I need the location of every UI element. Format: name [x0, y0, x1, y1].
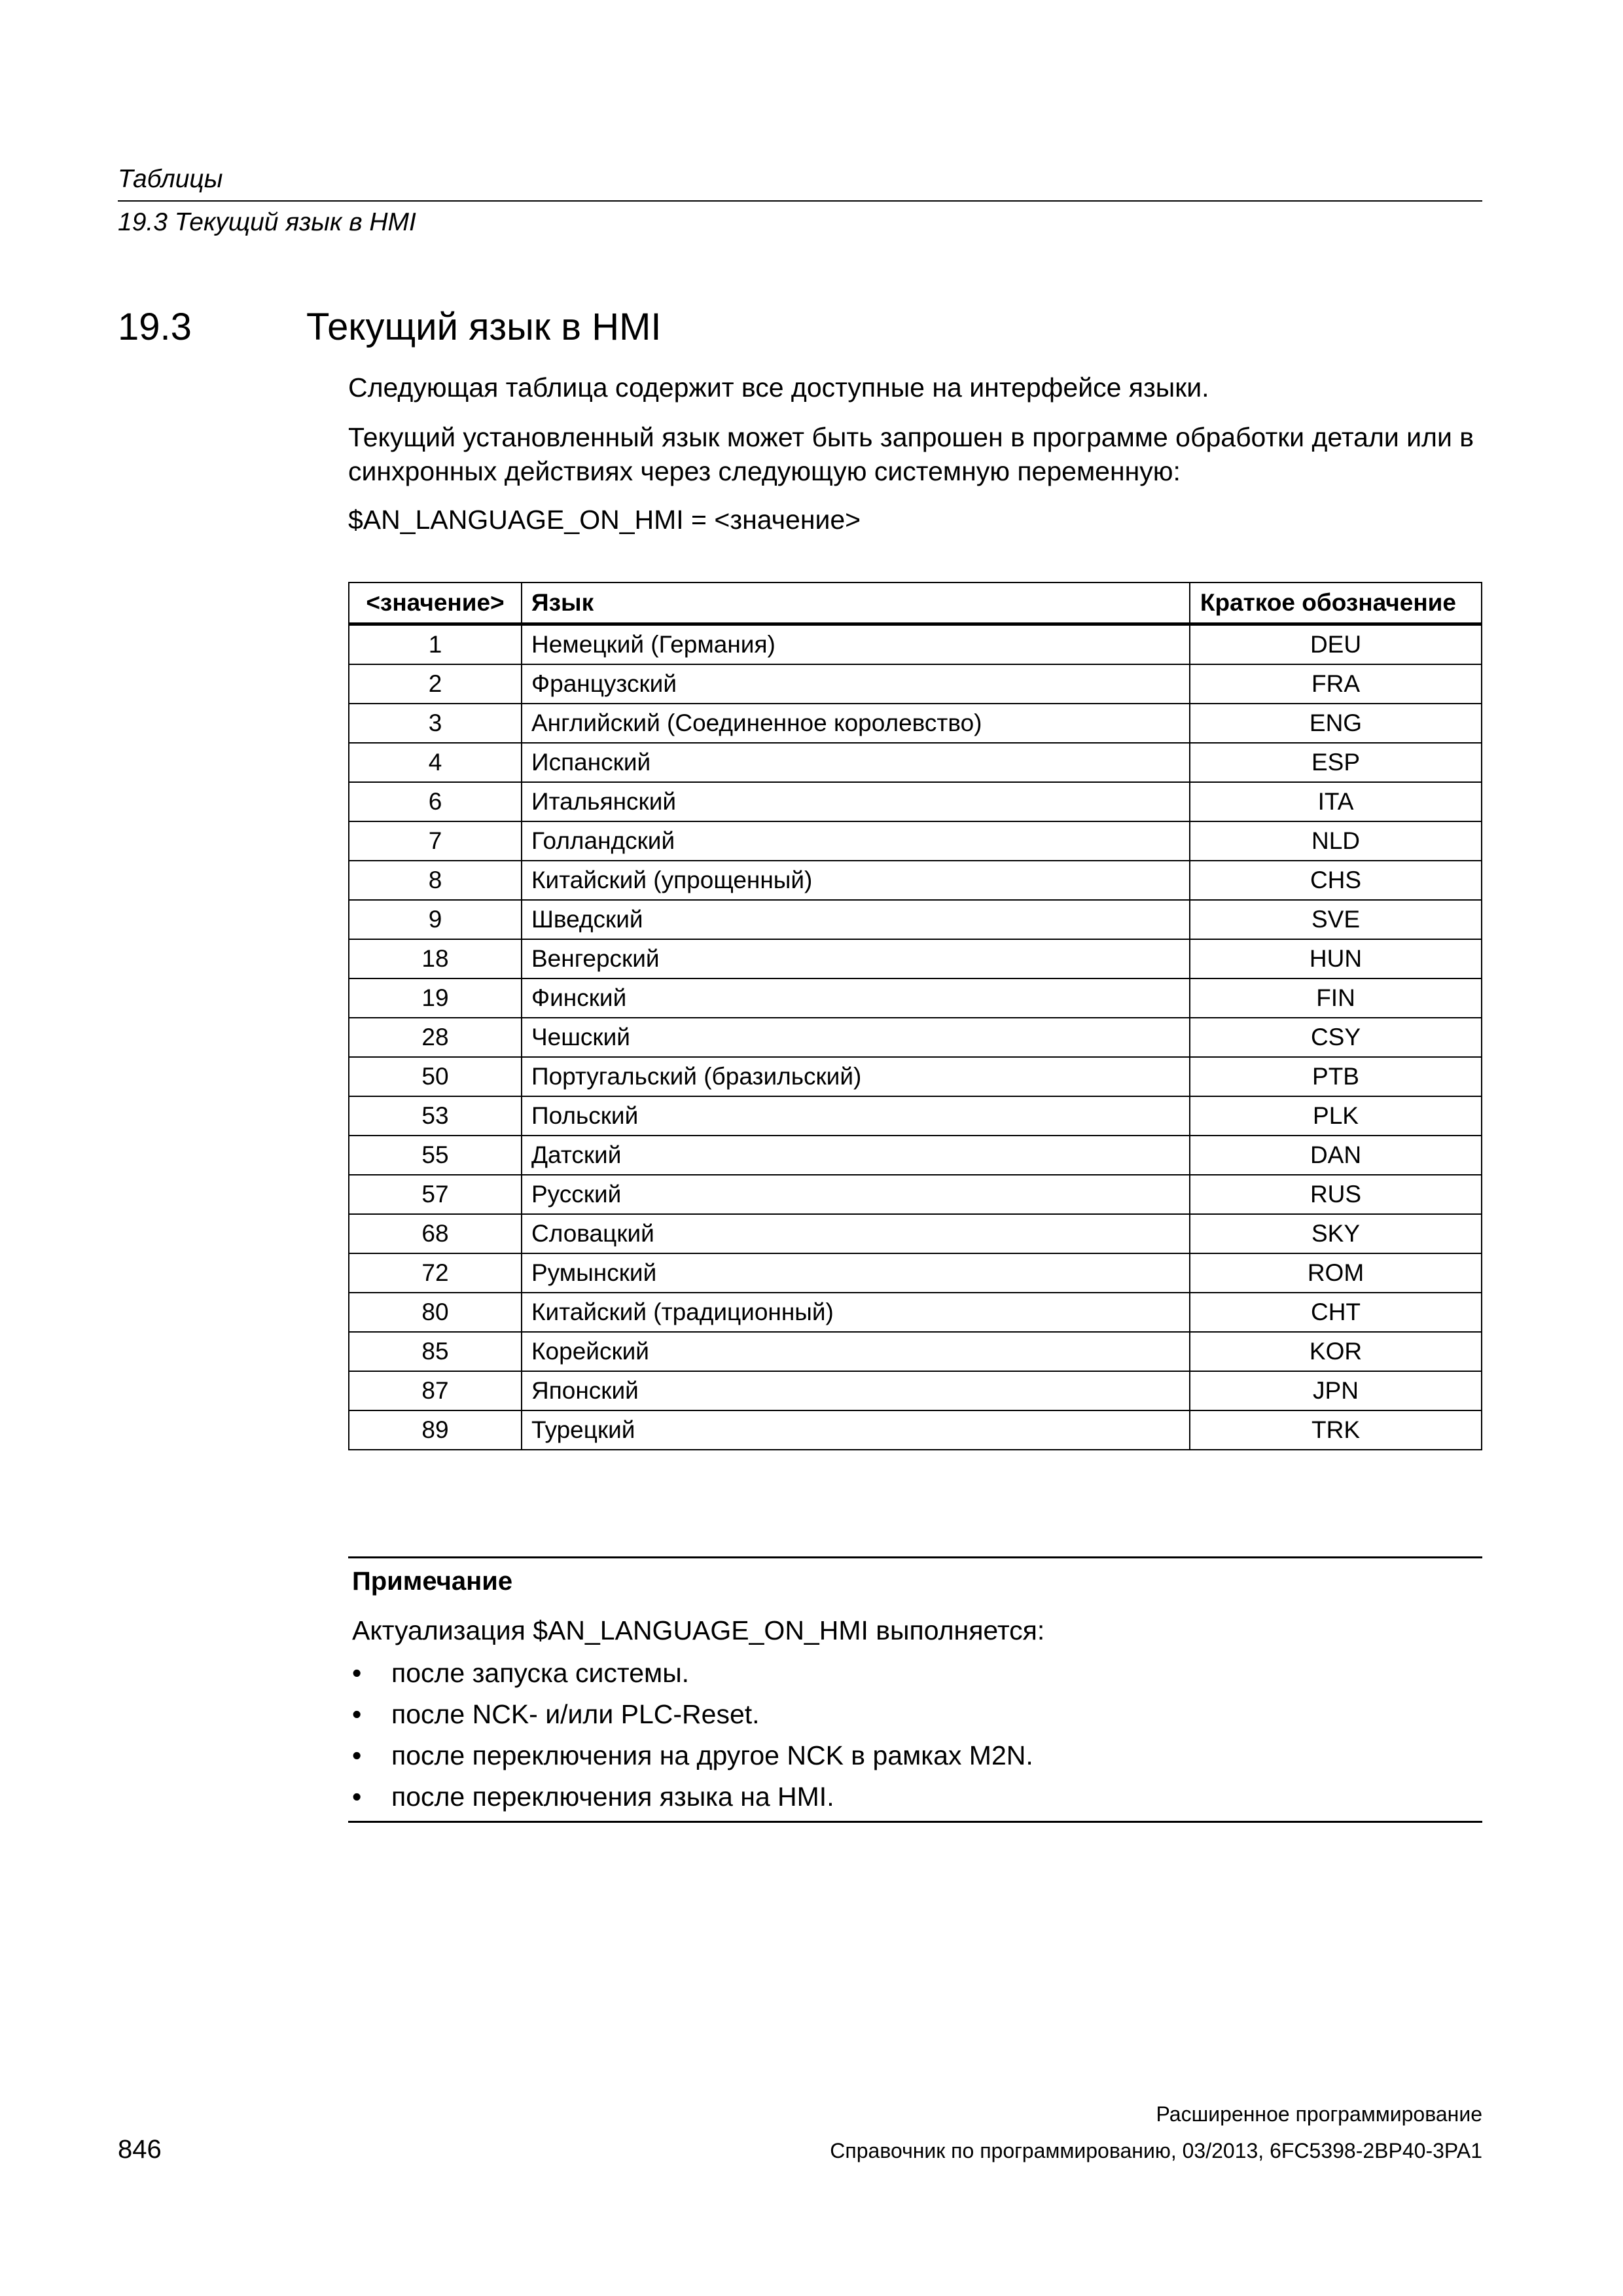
- cell-value: 3: [349, 704, 522, 743]
- cell-language: Голландский: [522, 821, 1190, 861]
- cell-language: Турецкий: [522, 1410, 1190, 1450]
- cell-value: 28: [349, 1018, 522, 1057]
- cell-short-code: HUN: [1190, 939, 1482, 978]
- footer-reference: Справочник по программированию, 03/2013, 6FC5398-2BP40-3PA1: [830, 2139, 1482, 2162]
- cell-short-code: SVE: [1190, 900, 1482, 939]
- section-title: Текущий язык в HMI: [306, 306, 662, 348]
- language-table: [348, 582, 1482, 1450]
- cell-value: 6: [349, 782, 522, 821]
- bullet-text: после NCK- и/или PLC-Reset.: [391, 1699, 760, 1729]
- cell-language: Японский: [522, 1371, 1190, 1410]
- cell-value: 1: [349, 624, 522, 665]
- running-header-chapter: Таблицы: [118, 165, 223, 193]
- cell-language: Китайский (традиционный): [522, 1293, 1190, 1332]
- cell-value: 85: [349, 1332, 522, 1371]
- cell-language: Корейский: [522, 1332, 1190, 1371]
- table-row: [349, 1410, 1482, 1450]
- note-text: Актуализация $AN_LANGUAGE_ON_HMI выполняется:: [352, 1615, 1045, 1645]
- cell-language: Португальский (бразильский): [522, 1057, 1190, 1096]
- table-row: [349, 939, 1482, 978]
- cell-language: Чешский: [522, 1018, 1190, 1057]
- cell-value: 7: [349, 821, 522, 861]
- footer-book-title: Расширенное программирование: [1156, 2102, 1482, 2126]
- table-row: [349, 1175, 1482, 1214]
- table-body: [349, 624, 1482, 1450]
- cell-language: Датский: [522, 1136, 1190, 1175]
- table-header-row: [349, 583, 1482, 624]
- cell-value: 8: [349, 861, 522, 900]
- table-row: [349, 743, 1482, 782]
- bullet-icon: •: [352, 1699, 362, 1729]
- cell-value: 4: [349, 743, 522, 782]
- cell-language: Румынский: [522, 1253, 1190, 1293]
- cell-short-code: DEU: [1190, 624, 1482, 665]
- cell-short-code: NLD: [1190, 821, 1482, 861]
- table-row: [349, 821, 1482, 861]
- cell-short-code: ENG: [1190, 704, 1482, 743]
- running-header-section: 19.3 Текущий язык в HMI: [118, 208, 416, 236]
- cell-short-code: CHT: [1190, 1293, 1482, 1332]
- intro-paragraph-1: Следующая таблица содержит все доступные на интерфейсе языки.: [348, 372, 1209, 403]
- cell-value: 2: [349, 664, 522, 704]
- table-row: [349, 1253, 1482, 1293]
- cell-value: 80: [349, 1293, 522, 1332]
- cell-short-code: TRK: [1190, 1410, 1482, 1450]
- table-row: [349, 978, 1482, 1018]
- bullet-icon: •: [352, 1782, 362, 1812]
- cell-language: Испанский: [522, 743, 1190, 782]
- cell-language: Китайский (упрощенный): [522, 861, 1190, 900]
- table-row: [349, 900, 1482, 939]
- cell-short-code: JPN: [1190, 1371, 1482, 1410]
- table-row: [349, 861, 1482, 900]
- table-row: [349, 1371, 1482, 1410]
- system-variable-line: $AN_LANGUAGE_ON_HMI = <значение>: [348, 505, 861, 535]
- cell-language: Немецкий (Германия): [522, 624, 1190, 665]
- table-row: [349, 1214, 1482, 1253]
- page-number: 846: [118, 2135, 162, 2164]
- bullet-text: после переключения на другое NCK в рамках M2N.: [391, 1740, 1033, 1770]
- bullet-icon: •: [352, 1740, 362, 1770]
- cell-language: Английский (Соединенное королевство): [522, 704, 1190, 743]
- column-header-language: Язык: [522, 583, 1190, 624]
- bullet-text: после переключения языка на HMI.: [391, 1782, 834, 1812]
- cell-value: 57: [349, 1175, 522, 1214]
- cell-value: 55: [349, 1136, 522, 1175]
- table-row: [349, 1057, 1482, 1096]
- cell-short-code: CHS: [1190, 861, 1482, 900]
- cell-value: 89: [349, 1410, 522, 1450]
- cell-short-code: ESP: [1190, 743, 1482, 782]
- cell-value: 68: [349, 1214, 522, 1253]
- bullet-text: после запуска системы.: [391, 1658, 690, 1688]
- list-item: [352, 1697, 1033, 1738]
- cell-short-code: RUS: [1190, 1175, 1482, 1214]
- column-header-value: <значение>: [349, 583, 522, 624]
- cell-short-code: FRA: [1190, 664, 1482, 704]
- table-row: [349, 1136, 1482, 1175]
- note-title: Примечание: [352, 1567, 513, 1596]
- cell-language: Финский: [522, 978, 1190, 1018]
- cell-short-code: PTB: [1190, 1057, 1482, 1096]
- note-bullet-list: [352, 1656, 1033, 1821]
- cell-value: 9: [349, 900, 522, 939]
- cell-short-code: KOR: [1190, 1332, 1482, 1371]
- table-row: [349, 1293, 1482, 1332]
- header-rule: [118, 200, 1482, 202]
- section-number: 19.3: [118, 306, 192, 348]
- cell-short-code: CSY: [1190, 1018, 1482, 1057]
- cell-language: Венгерский: [522, 939, 1190, 978]
- cell-language: Польский: [522, 1096, 1190, 1136]
- cell-language: Французский: [522, 664, 1190, 704]
- column-header-short-code: Краткое обозначение: [1190, 583, 1482, 624]
- cell-short-code: DAN: [1190, 1136, 1482, 1175]
- cell-language: Шведский: [522, 900, 1190, 939]
- table-row: [349, 782, 1482, 821]
- cell-value: 72: [349, 1253, 522, 1293]
- note-bottom-rule: [348, 1821, 1482, 1823]
- list-item: [352, 1780, 1033, 1821]
- cell-value: 18: [349, 939, 522, 978]
- table-row: [349, 1018, 1482, 1057]
- table-row: [349, 624, 1482, 665]
- cell-short-code: SKY: [1190, 1214, 1482, 1253]
- cell-value: 50: [349, 1057, 522, 1096]
- table-row: [349, 1332, 1482, 1371]
- cell-language: Русский: [522, 1175, 1190, 1214]
- cell-short-code: ROM: [1190, 1253, 1482, 1293]
- cell-value: 87: [349, 1371, 522, 1410]
- list-item: [352, 1738, 1033, 1780]
- cell-language: Словацкий: [522, 1214, 1190, 1253]
- cell-language: Итальянский: [522, 782, 1190, 821]
- table-row: [349, 704, 1482, 743]
- note-top-rule: [348, 1556, 1482, 1558]
- bullet-icon: •: [352, 1658, 362, 1688]
- intro-paragraph-2: Текущий установленный язык может быть запрошен в программе обработки детали или в синхронных действиях через следующую системную переменную:: [348, 422, 1474, 486]
- cell-short-code: FIN: [1190, 978, 1482, 1018]
- cell-short-code: ITA: [1190, 782, 1482, 821]
- table-row: [349, 1096, 1482, 1136]
- cell-value: 19: [349, 978, 522, 1018]
- table-row: [349, 664, 1482, 704]
- cell-value: 53: [349, 1096, 522, 1136]
- cell-short-code: PLK: [1190, 1096, 1482, 1136]
- list-item: [352, 1656, 1033, 1697]
